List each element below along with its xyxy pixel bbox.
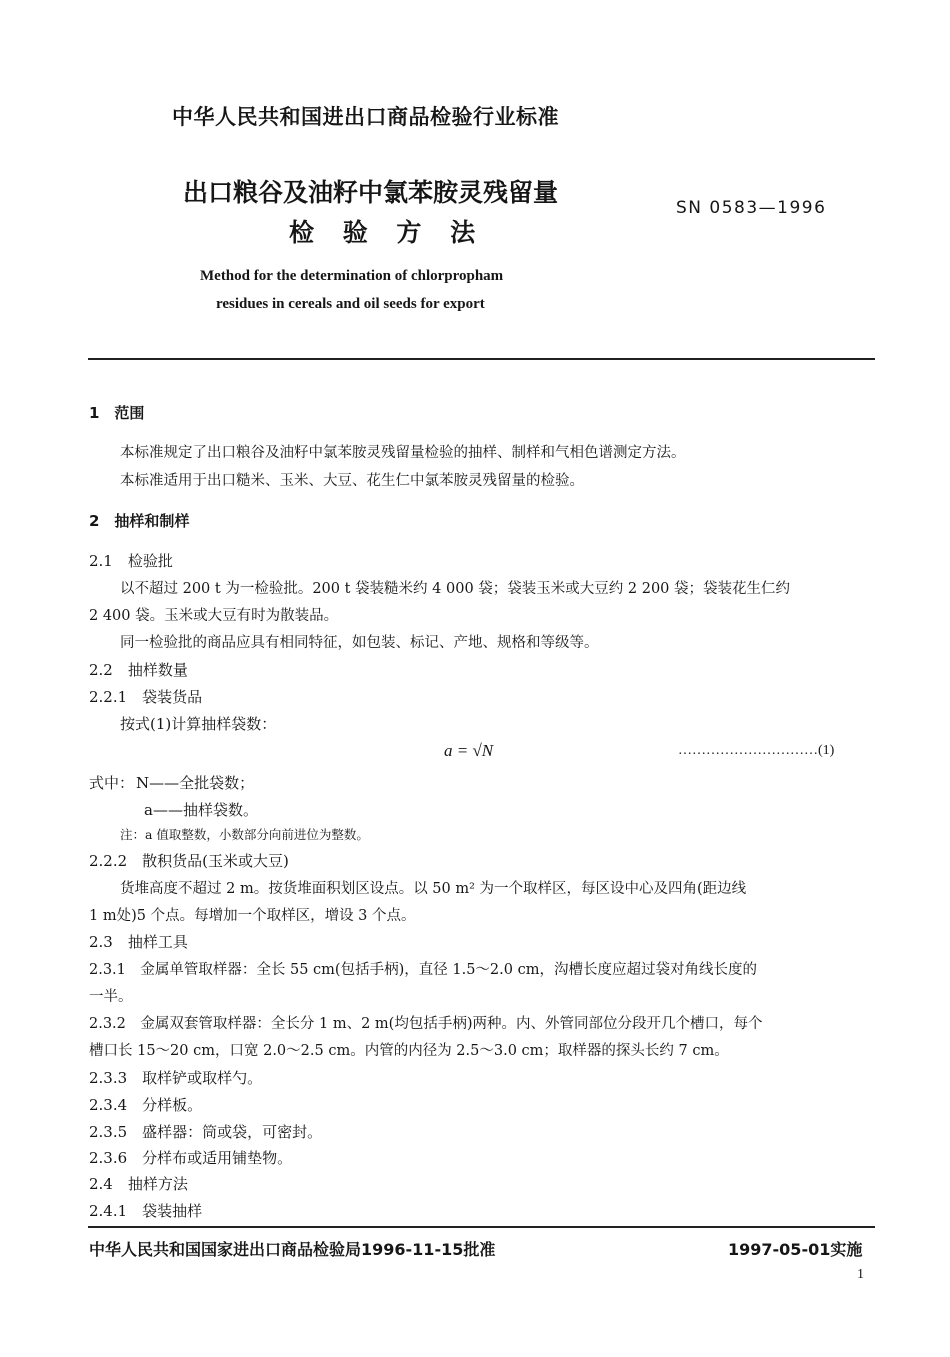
implementation-date: 1997-05-01实施 <box>728 1240 863 1259</box>
section-2-3-3: 2.3.3 取样铲或取样勺。 <box>89 1069 263 1087</box>
section-2-4-heading: 2.4 抽样方法 <box>89 1175 188 1193</box>
section-2-heading: 2 抽样和制样 <box>89 512 190 530</box>
where-a-definition: a——抽样袋数。 <box>144 801 258 819</box>
section-2-2-heading: 2.2 抽样数量 <box>89 661 188 679</box>
section-1-heading: 1 范围 <box>89 404 145 422</box>
header-divider <box>88 358 875 360</box>
section-2-2-1-paragraph: 按式(1)计算抽样袋数： <box>120 715 277 733</box>
section-2-3-2-line1: 2.3.2 金属双套管取样器：全长分 1 m、2 m(均包括手柄)两种。内、外管同部位分段开几个槽口，每个 <box>89 1016 763 1032</box>
section-1-paragraph-2: 本标准适用于出口糙米、玉米、大豆、花生仁中氯苯胺灵残留量的检验。 <box>120 473 584 489</box>
section-2-1-paragraph-2: 同一检验批的商品应具有相同特征，如包装、标记、产地、规格和等级等。 <box>120 635 599 651</box>
section-2-3-4: 2.3.4 分样板。 <box>89 1096 203 1114</box>
english-title-line1: Method for the determination of chlorpropham <box>200 268 504 284</box>
section-2-2-1-heading: 2.2.1 袋装货品 <box>89 688 203 706</box>
approval-statement: 中华人民共和国国家进出口商品检验局1996-11-15批准 <box>89 1240 496 1259</box>
formula-note: 注：a 值取整数，小数部分向前进位为整数。 <box>120 827 369 842</box>
standard-code: SN 0583—1996 <box>676 198 827 218</box>
section-2-2-2-heading: 2.2.2 散积货品(玉米或大豆) <box>89 852 289 870</box>
where-label: 式中： <box>89 774 135 792</box>
section-2-3-2-line2: 槽口长 15～20 cm，口宽 2.0～2.5 cm。内管的内径为 2.5～3.0 cm；取样器的探头长约 7 cm。 <box>89 1043 729 1059</box>
english-title-line2: residues in cereals and oil seeds for export <box>216 296 485 312</box>
page-number: 1 <box>857 1267 864 1282</box>
section-1-paragraph-1: 本标准规定了出口粮谷及油籽中氯苯胺灵残留量检验的抽样、制样和气相色谱测定方法。 <box>120 445 686 461</box>
industry-standard-heading: 中华人民共和国进出口商品检验行业标准 <box>172 105 559 129</box>
section-2-1-paragraph-1-line2: 2 400 袋。玉米或大豆有时为散装品。 <box>89 608 339 624</box>
section-2-3-1-line1: 2.3.1 金属单管取样器：全长 55 cm(包括手柄)，直径 1.5～2.0 cm，沟槽长度应超过袋对角线长度的 <box>89 962 757 978</box>
section-2-1-paragraph-1-line1: 以不超过 200 t 为一检验批。200 t 袋装糙米约 4 000 袋；袋装玉米或大豆约 2 200 袋；袋装花生仁约 <box>120 581 791 597</box>
section-2-2-2-line1: 货堆高度不超过 2 m。按货堆面积划区设点。以 50 m² 为一个取样区，每区设中心及四角(距边线 <box>120 881 747 897</box>
section-2-4-1-heading: 2.4.1 袋装抽样 <box>89 1202 203 1220</box>
section-2-2-2-line2: 1 m处)5 个点。每增加一个取样区，增设 3 个点。 <box>89 908 416 924</box>
section-2-3-1-line2: 一半。 <box>89 989 133 1005</box>
formula: a = √N <box>444 741 494 760</box>
section-2-3-6: 2.3.6 分样布或适用铺垫物。 <box>89 1149 293 1167</box>
formula-number: …………………………(1) <box>678 743 835 758</box>
document-title-line2: 检 验 方 法 <box>289 218 486 247</box>
section-2-3-heading: 2.3 抽样工具 <box>89 933 188 951</box>
section-2-3-5: 2.3.5 盛样器：筒或袋，可密封。 <box>89 1123 323 1141</box>
footer-divider <box>88 1226 875 1228</box>
document-title-line1: 出口粮谷及油籽中氯苯胺灵残留量 <box>183 178 559 207</box>
where-n-definition: N——全批袋数； <box>136 774 255 792</box>
section-2-1-heading: 2.1 检验批 <box>89 552 173 570</box>
